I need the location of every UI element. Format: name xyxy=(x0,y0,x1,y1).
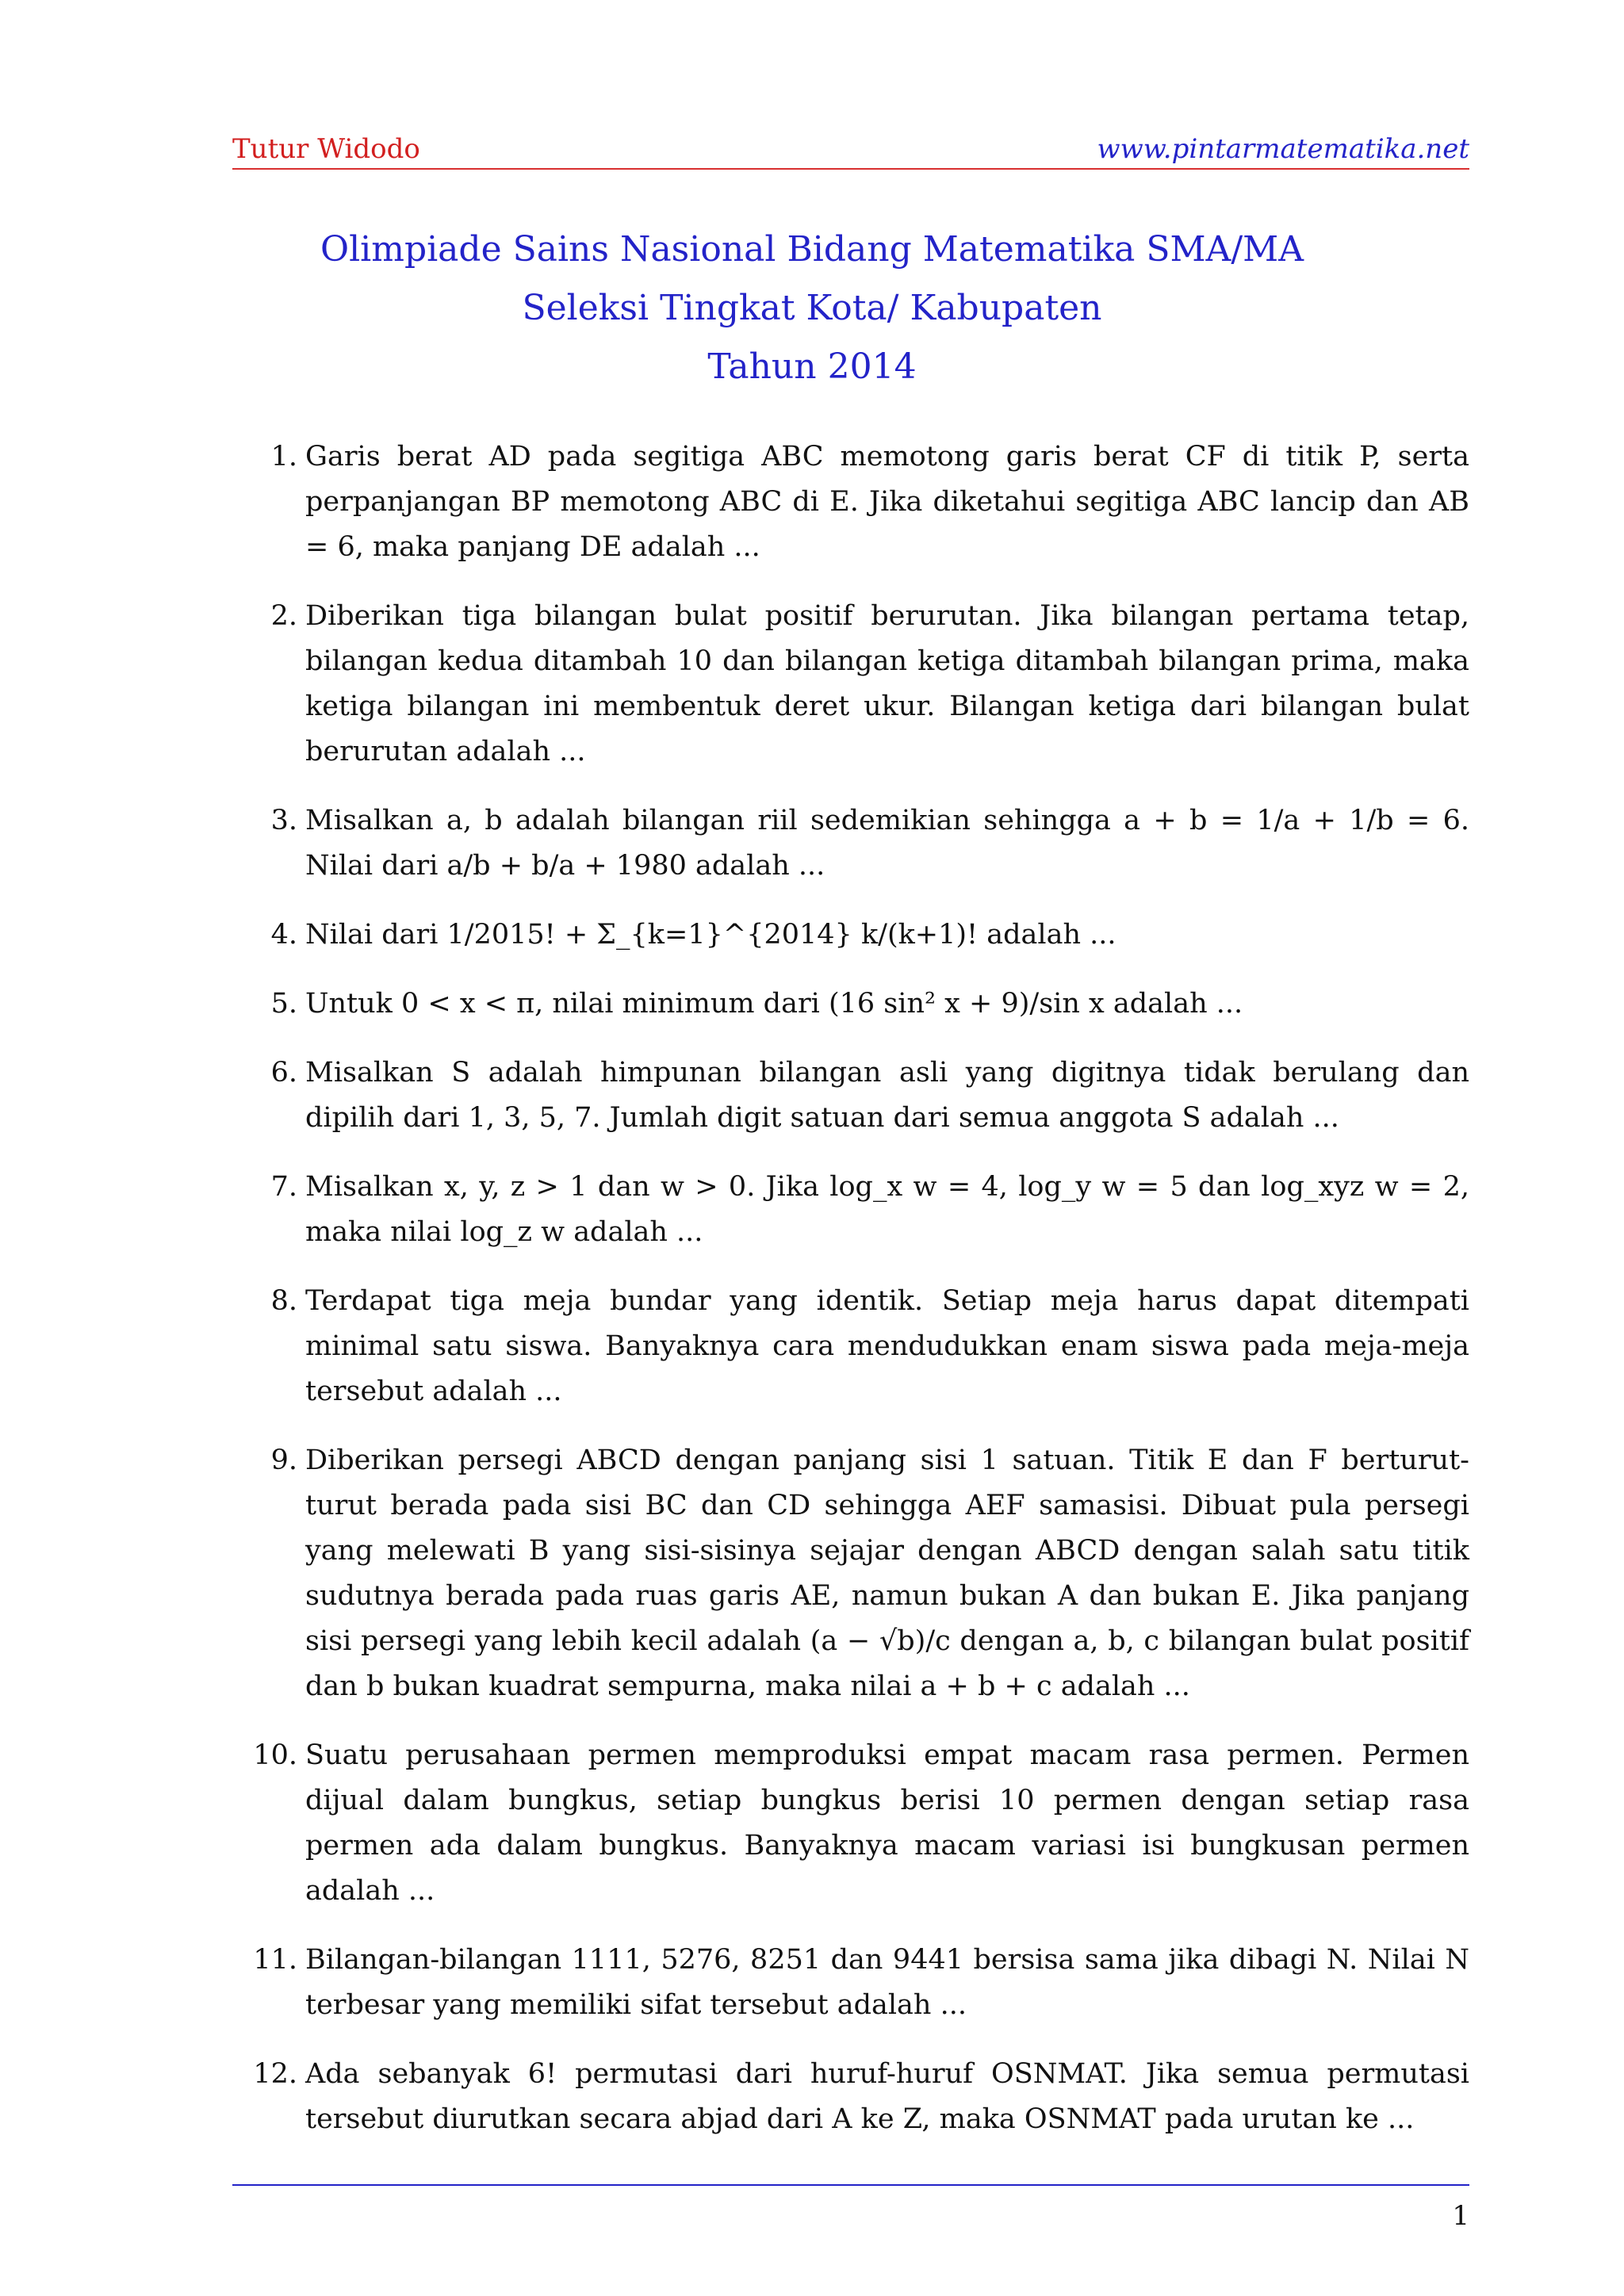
problem-number: 4. xyxy=(270,919,297,951)
problem-number: 11. xyxy=(253,1944,297,1976)
title-line-2: Seleksi Tingkat Kota/ Kabupaten xyxy=(522,288,1102,328)
title-line-3: Tahun 2014 xyxy=(707,346,917,387)
problem-number: 3. xyxy=(270,805,297,836)
problem-text: Bilangan-bilangan 1111, 5276, 8251 dan 9441 bersisa sama jika dibagi N. Nilai N terbesar yang memiliki sifat tersebut adalah ... xyxy=(305,1944,1469,2021)
problem-text: Misalkan x, y, z > 1 dan w > 0. Jika log_x w = 4, log_y w = 5 dan log_xyz w = 2, maka nilai log_z w adalah ... xyxy=(305,1171,1469,1248)
problem-number: 8. xyxy=(270,1285,297,1317)
problem-item xyxy=(232,1279,1469,1414)
problem-text: Untuk 0 < x < π, nilai minimum dari (16 sin² x + 9)/sin x adalah ... xyxy=(305,988,1243,1020)
problem-item xyxy=(232,1165,1469,1255)
problem-item xyxy=(232,982,1469,1027)
problem-text: Terdapat tiga meja bundar yang identik. Setiap meja harus dapat ditempati minimal satu siswa. Banyaknya cara mendudukkan enam siswa pada meja-meja tersebut adalah ... xyxy=(305,1285,1469,1407)
problem-text: Misalkan a, b adalah bilangan riil sedemikian sehingga a + b = 1/a + 1/b = 6. Nilai dari a/b + b/a + 1980 adalah ... xyxy=(305,805,1469,882)
page-number: 1 xyxy=(1452,2200,1469,2232)
problem-text: Diberikan tiga bilangan bulat positif berurutan. Jika bilangan pertama tetap, bilangan kedua ditambah 10 dan bilangan ketiga ditambah bilangan prima, maka ketiga bilangan ini membentuk deret ukur. Bilangan ketiga dari bilangan bulat berurutan adalah ... xyxy=(305,600,1469,767)
problem-text: Ada sebanyak 6! permutasi dari huruf-huruf OSNMAT. Jika semua permutasi tersebut diurutkan secara abjad dari A ke Z, maka OSNMAT pada urutan ke ... xyxy=(305,2058,1469,2135)
title-line-1: Olimpiade Sains Nasional Bidang Matematika SMA/MA xyxy=(320,229,1304,270)
document-title-block xyxy=(0,220,1624,396)
problem-number: 2. xyxy=(270,600,297,632)
problem-number: 1. xyxy=(270,441,297,473)
problem-item xyxy=(232,594,1469,775)
problem-text: Diberikan persegi ABCD dengan panjang sisi 1 satuan. Titik E dan F berturut-turut berada pada sisi BC dan CD sehingga AEF samasisi. Dibuat pula persegi yang melewati B yang sisi-sisinya sejajar dengan ABCD dengan salah satu titik sudutnya berada pada ruas garis AE, namun bukan A dan bukan E. Jika panjang sisi persegi yang lebih kecil adalah (a − √b)/c dengan a, b, c bilangan bulat positif dan b bukan kuadrat sempurna, maka nilai a + b + c adalah ... xyxy=(305,1445,1469,1702)
problem-number: 5. xyxy=(270,988,297,1020)
problem-number: 7. xyxy=(270,1171,297,1203)
page-header xyxy=(232,127,1469,170)
problem-number: 12. xyxy=(253,2058,297,2090)
problem-text: Nilai dari 1/2015! + Σ_{k=1}^{2014} k/(k+1)! adalah ... xyxy=(305,919,1116,951)
problem-item xyxy=(232,2052,1469,2142)
header-website-link[interactable]: www.pintarmatematika.net xyxy=(1097,133,1469,165)
footer-rule xyxy=(232,2184,1469,2186)
problem-item xyxy=(232,798,1469,889)
problem-number: 9. xyxy=(270,1445,297,1476)
problem-list xyxy=(232,434,1469,2166)
problem-number: 10. xyxy=(253,1739,297,1771)
problem-item xyxy=(232,1733,1469,1914)
problem-item xyxy=(232,434,1469,570)
problem-item xyxy=(232,913,1469,958)
problem-item xyxy=(232,1050,1469,1141)
problem-item xyxy=(232,1438,1469,1709)
problem-text: Misalkan S adalah himpunan bilangan asli yang digitnya tidak berulang dan dipilih dari 1, 3, 5, 7. Jumlah digit satuan dari semua anggota S adalah ... xyxy=(305,1057,1469,1134)
problem-text: Suatu perusahaan permen memproduksi empat macam rasa permen. Permen dijual dalam bungkus, setiap bungkus berisi 10 permen dengan setiap rasa permen ada dalam bungkus. Banyaknya macam variasi isi bungkusan permen adalah ... xyxy=(305,1739,1469,1907)
problem-number: 6. xyxy=(270,1057,297,1089)
problem-text: Garis berat AD pada segitiga ABC memotong garis berat CF di titik P, serta perpanjangan BP memotong ABC di E. Jika diketahui segitiga ABC lancip dan AB = 6, maka panjang DE adalah ... xyxy=(305,441,1469,563)
problem-item xyxy=(232,1938,1469,2028)
header-author: Tutur Widodo xyxy=(232,133,420,165)
